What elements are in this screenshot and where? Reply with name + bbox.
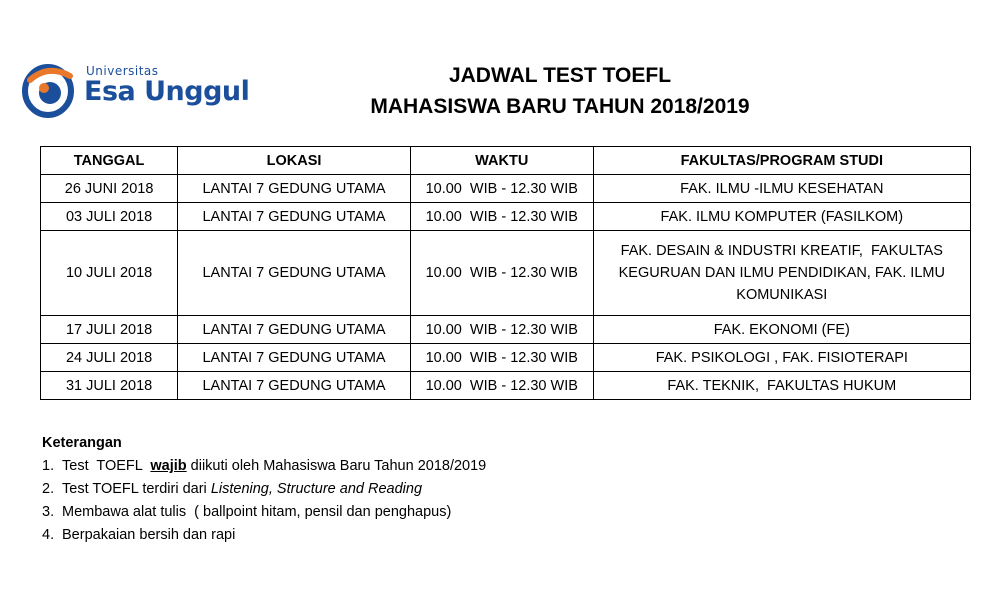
cell-fakultas: FAK. PSIKOLOGI , FAK. FISIOTERAPI (593, 344, 970, 372)
cell-lokasi: LANTAI 7 GEDUNG UTAMA (178, 203, 411, 231)
note-item (42, 455, 486, 478)
fakultas-line: FAK. DESAIN & INDUSTRI KREATIF, FAKULTAS (620, 243, 943, 259)
header-waktu: WAKTU (410, 147, 593, 175)
cell-waktu: 10.00 WIB - 12.30 WIB (410, 231, 593, 316)
table-header-row (41, 147, 971, 175)
table-row (41, 231, 971, 316)
cell-lokasi: LANTAI 7 GEDUNG UTAMA (178, 231, 411, 316)
logo-emblem-icon (20, 60, 84, 120)
note-number: 1. (42, 458, 55, 474)
note-number: 4. (42, 527, 55, 543)
cell-tanggal: 24 JULI 2018 (41, 344, 178, 372)
note-emphasis: wajib (150, 458, 187, 474)
table-row (41, 203, 971, 231)
page-title: JADWAL TEST TOEFL (448, 64, 672, 87)
note-italic: Listening, Structure and Reading (210, 481, 423, 497)
notes-section (42, 432, 486, 547)
cell-waktu: 10.00 WIB - 12.30 WIB (410, 175, 593, 203)
note-text: Membawa alat tulis ( ballpoint hitam, pensil dan penghapus) (62, 504, 452, 520)
cell-waktu: 10.00 WIB - 12.30 WIB (410, 316, 593, 344)
page-subtitle: MAHASISWA BARU TAHUN 2018/2019 (370, 95, 750, 118)
fakultas-line: KEGURUAN DAN ILMU PENDIDIKAN, FAK. ILMU (618, 265, 945, 281)
note-text: Test TOEFL (62, 458, 151, 474)
note-item (42, 524, 486, 547)
cell-waktu: 10.00 WIB - 12.30 WIB (410, 203, 593, 231)
notes-heading: Keterangan (42, 435, 122, 451)
cell-fakultas (593, 231, 970, 316)
cell-lokasi: LANTAI 7 GEDUNG UTAMA (178, 316, 411, 344)
cell-tanggal: 10 JULI 2018 (41, 231, 178, 316)
note-number: 2. (42, 481, 55, 497)
schedule-table (40, 146, 971, 400)
cell-lokasi: LANTAI 7 GEDUNG UTAMA (178, 175, 411, 203)
cell-fakultas: FAK. ILMU -ILMU KESEHATAN (593, 175, 970, 203)
table-row (41, 372, 971, 400)
notes-list (42, 455, 486, 547)
note-number: 3. (42, 504, 55, 520)
note-item (42, 478, 486, 501)
cell-fakultas: FAK. TEKNIK, FAKULTAS HUKUM (593, 372, 970, 400)
cell-waktu: 10.00 WIB - 12.30 WIB (410, 344, 593, 372)
header-fakultas: FAKULTAS/PROGRAM STUDI (593, 147, 970, 175)
header-tanggal: TANGGAL (41, 147, 178, 175)
note-text: diikuti oleh Mahasiswa Baru Tahun 2018/2019 (186, 458, 487, 474)
cell-waktu: 10.00 WIB - 12.30 WIB (410, 372, 593, 400)
cell-lokasi: LANTAI 7 GEDUNG UTAMA (178, 372, 411, 400)
table-row (41, 316, 971, 344)
cell-lokasi: LANTAI 7 GEDUNG UTAMA (178, 344, 411, 372)
fakultas-line: KOMUNIKASI (736, 287, 828, 303)
table-row (41, 175, 971, 203)
note-text: Test TOEFL terdiri dari (62, 481, 211, 497)
cell-tanggal: 31 JULI 2018 (41, 372, 178, 400)
note-item (42, 501, 486, 524)
logo-big-text: Esa Unggul (84, 76, 250, 107)
cell-tanggal: 26 JUNI 2018 (41, 175, 178, 203)
header-lokasi: LOKASI (178, 147, 411, 175)
logo-small-text: Universitas (86, 64, 159, 78)
cell-fakultas: FAK. EKONOMI (FE) (593, 316, 970, 344)
cell-fakultas: FAK. ILMU KOMPUTER (FASILKOM) (593, 203, 970, 231)
note-text: Berpakaian bersih dan rapi (62, 527, 236, 543)
table-row (41, 344, 971, 372)
university-logo (20, 60, 250, 120)
cell-tanggal: 17 JULI 2018 (41, 316, 178, 344)
cell-tanggal: 03 JULI 2018 (41, 203, 178, 231)
